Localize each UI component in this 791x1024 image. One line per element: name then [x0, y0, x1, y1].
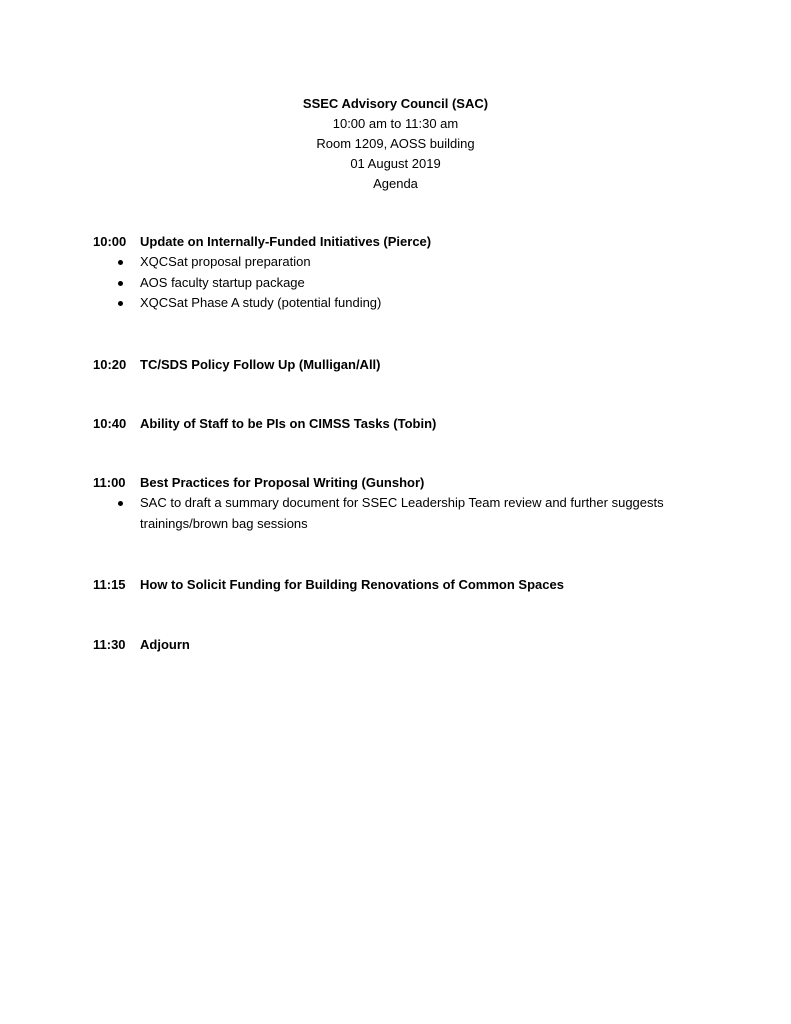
agenda-item-time: 10:40 [93, 416, 127, 431]
agenda-item-heading [93, 635, 713, 655]
bullet-text: SAC to draft a summary document for SSEC Leadership Team review and further suggests trainings/brown bag sessions [140, 495, 664, 531]
agenda-item-time: 10:20 [93, 357, 127, 372]
agenda-item-heading [93, 575, 713, 595]
agenda-item-topic: Ability of Staff to be PIs on CIMSS Tasks (Tobin) [140, 416, 437, 431]
bullet-item [93, 293, 713, 314]
agenda-item-topic: Adjourn [140, 637, 190, 652]
agenda-item-time: 11:00 [93, 475, 126, 490]
meeting-date: 01 August 2019 [350, 156, 441, 171]
bullet-icon [118, 260, 123, 265]
bullet-icon [118, 501, 123, 506]
agenda-item [93, 355, 713, 375]
meeting-time: 10:00 am to 11:30 am [332, 116, 459, 131]
agenda-item [93, 635, 713, 655]
agenda-item-heading [93, 414, 713, 434]
agenda-item [93, 473, 713, 534]
bullet-text: AOS faculty startup package [140, 274, 305, 290]
agenda-item-time: 10:00 [93, 234, 127, 249]
agenda-item-heading [93, 355, 713, 375]
agenda-item-topic: TC/SDS Policy Follow Up (Mulligan/All) [140, 357, 381, 372]
meeting-title: SSEC Advisory Council (SAC) [302, 96, 489, 111]
bullet-item [93, 493, 713, 534]
bullet-text: XQCSat Phase A study (potential funding) [140, 295, 382, 310]
bullet-text: XQCSat proposal preparation [140, 254, 311, 269]
bullet-item [93, 273, 713, 294]
agenda-item-heading [93, 232, 713, 252]
agenda-item-topic: Update on Internally-Funded Initiatives (Pierce) [140, 234, 432, 249]
agenda-item [93, 575, 713, 595]
agenda-item-topic: Best Practices for Proposal Writing (Gunshor) [140, 475, 425, 490]
bullet-item [93, 252, 713, 273]
agenda-item-bullets [93, 493, 713, 534]
agenda-item-time: 11:15 [93, 577, 126, 592]
bullet-icon [118, 301, 123, 306]
agenda-item-bullets [93, 252, 713, 314]
agenda-item [93, 414, 713, 434]
agenda-item-time: 11:30 [93, 637, 126, 652]
agenda-label: Agenda [373, 176, 418, 191]
agenda-header [0, 94, 791, 194]
bullet-icon [118, 281, 123, 286]
meeting-location: Room 1209, AOSS building [316, 136, 475, 151]
agenda-item [93, 232, 713, 314]
agenda-item-heading [93, 473, 713, 493]
agenda-item-topic: How to Solicit Funding for Building Renovations of Common Spaces [140, 577, 564, 592]
